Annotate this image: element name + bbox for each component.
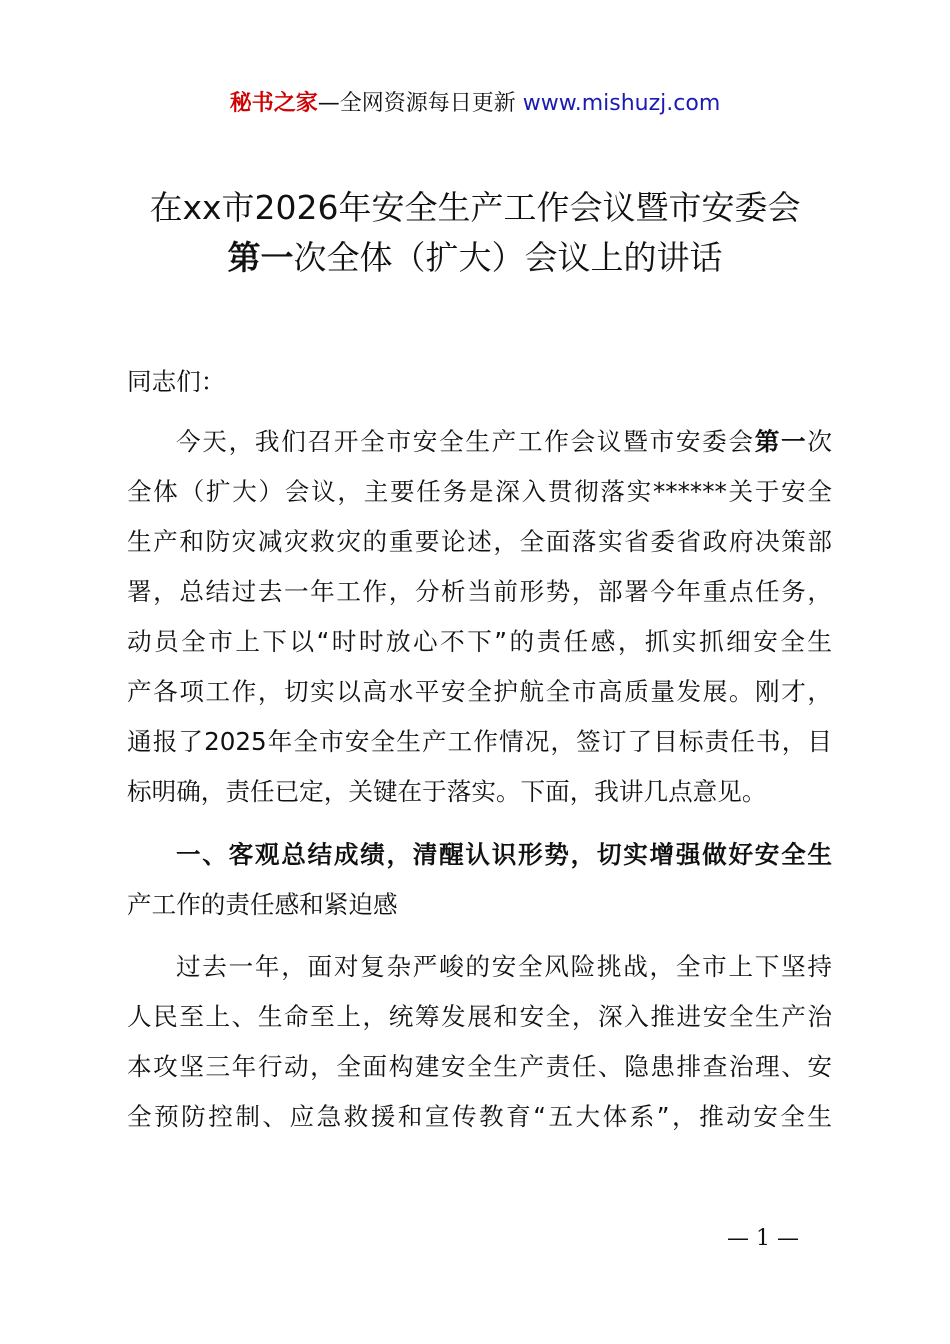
p1-line-1-part-a: 今天，我们召开全市安全生产工作会议暨市安委会 xyxy=(176,427,755,456)
paragraph-1-line-6: 产各项工作，切实以高水平安全护航全市高质量发展。刚才， xyxy=(127,677,832,706)
p1-line-1-part-c: 次 xyxy=(807,427,832,456)
page-number: — 1 — xyxy=(727,1226,799,1251)
document-title-line-1: 在xx市2026年安全生产工作会议暨市安委会 xyxy=(149,188,801,227)
paragraph-1-line-3: 生产和防灾减灾救灾的重要论述，全面落实省委省政府决策部 xyxy=(127,527,832,556)
header-tagline: —全网资源每日更新 xyxy=(317,91,516,116)
salutation: 同志们： xyxy=(127,367,226,396)
paragraph-1-line-7: 通报了2025年全市安全生产工作情况，签订了目标责任书，目 xyxy=(127,727,832,756)
paragraph-1-line-1 xyxy=(176,425,832,459)
paragraph-1-line-4: 署，总结过去一年工作，分析当前形势，部署今年重点任务， xyxy=(127,577,832,606)
section-heading-1-line-1: 一、客观总结成绩，清醒认识形势，切实增强做好安全生 xyxy=(176,840,832,869)
document-title-line-2 xyxy=(0,236,950,280)
title-bold-segment: 第一 xyxy=(227,238,294,277)
paragraph-2-line-1: 过去一年，面对复杂严峻的安全风险挑战，全市上下坚持 xyxy=(176,952,832,981)
p1-line-1-bold: 第一 xyxy=(754,427,808,456)
section-heading-1-line-2: 产工作的责任感和紧迫感 xyxy=(127,890,398,919)
header-url: www.mishuzj.com xyxy=(522,91,721,116)
title-rest-segment: 次全体（扩大）会议上的讲话 xyxy=(293,238,723,277)
brand-name: 秘书之家 xyxy=(229,91,318,116)
paragraph-1-line-5: 动员全市上下以“时时放心不下”的责任感，抓实抓细安全生 xyxy=(127,627,832,656)
paragraph-1-line-8: 标明确，责任已定，关键在于落实。下面，我讲几点意见。 xyxy=(127,777,767,806)
paragraph-2-line-3: 本攻坚三年行动，全面构建安全生产责任、隐患排查治理、安 xyxy=(127,1052,832,1081)
paragraph-1-line-2: 全体（扩大）会议，主要任务是深入贯彻落实******关于安全 xyxy=(127,477,832,506)
paragraph-2-line-4: 全预防控制、应急救援和宣传教育“五大体系”，推动安全生 xyxy=(127,1102,832,1131)
paragraph-2-line-2: 人民至上、生命至上，统筹发展和安全，深入推进安全生产治 xyxy=(127,1002,832,1031)
site-watermark-header xyxy=(0,86,950,122)
